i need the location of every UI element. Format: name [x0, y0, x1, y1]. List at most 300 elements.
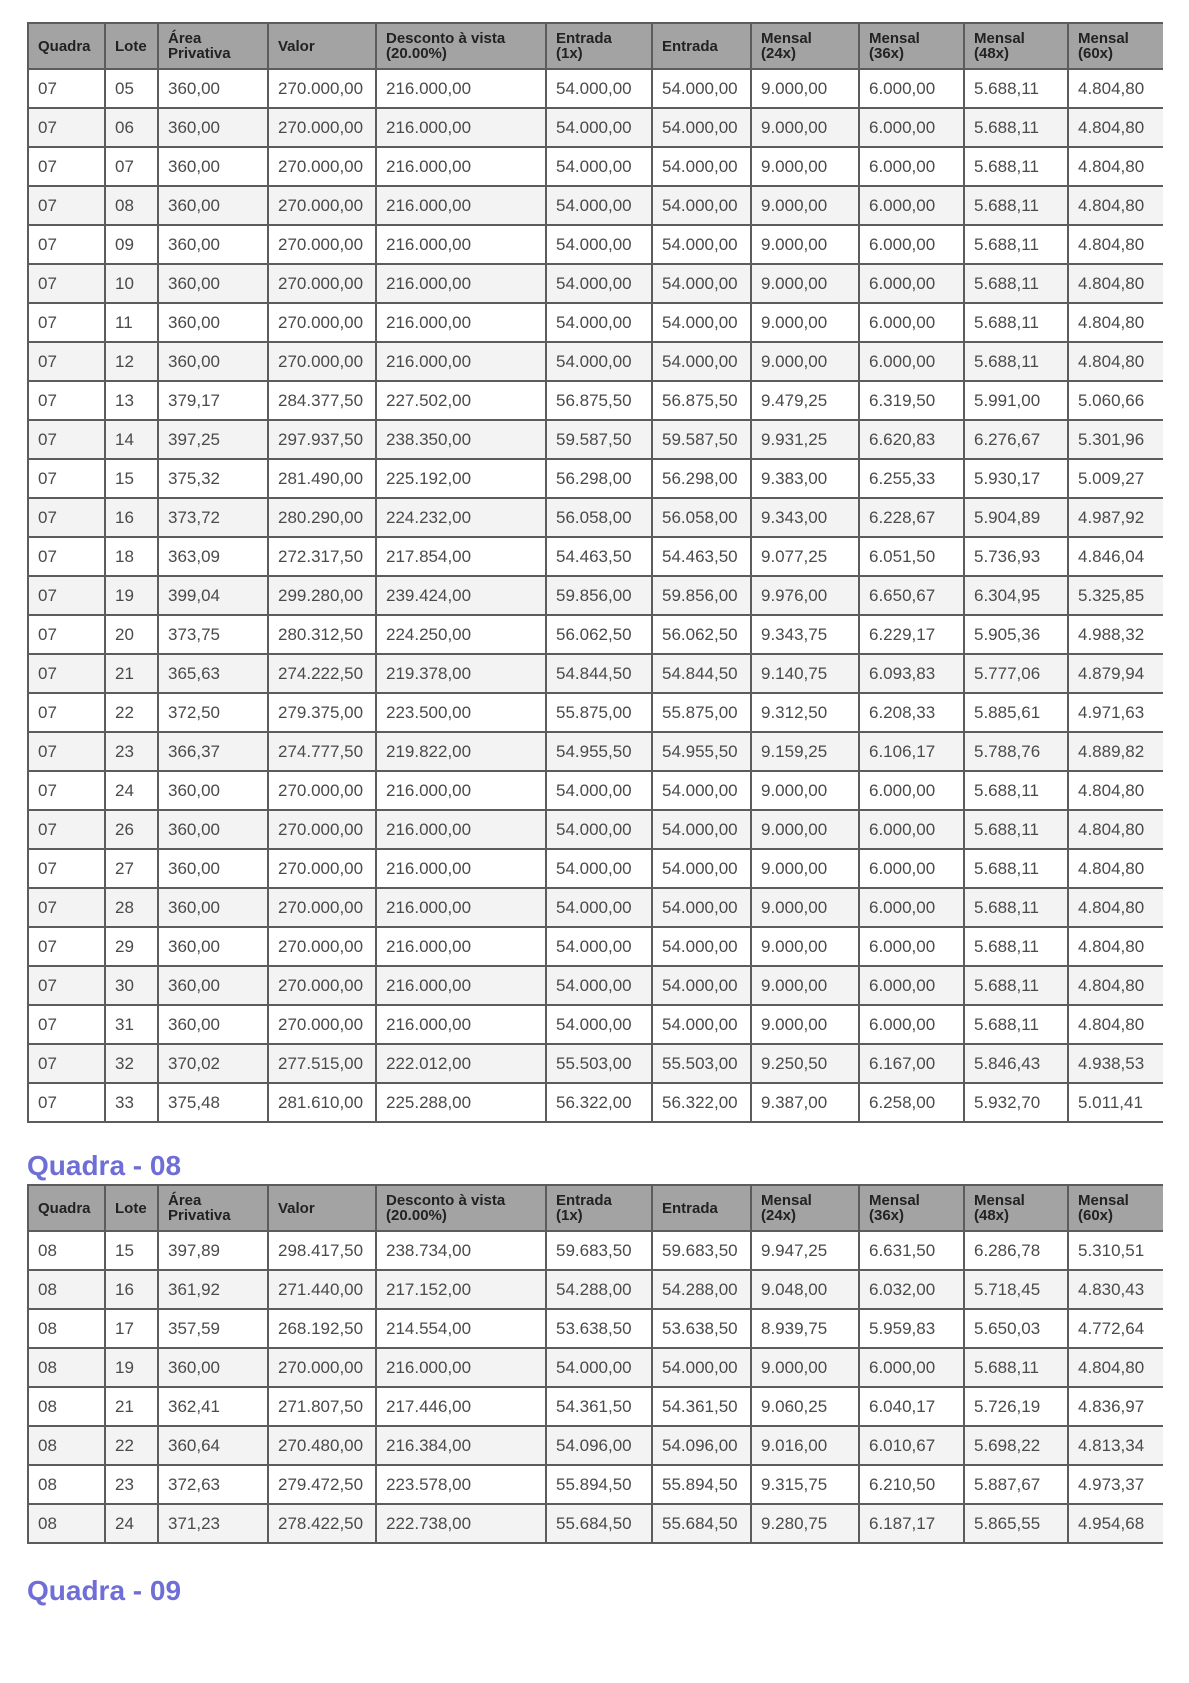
table-cell: 4.954,68 — [1068, 1504, 1163, 1543]
table-row — [28, 225, 1163, 264]
table-cell: 270.000,00 — [268, 810, 376, 849]
table-cell: 268.192,50 — [268, 1309, 376, 1348]
table-cell: 07 — [28, 810, 105, 849]
table-cell: 270.000,00 — [268, 966, 376, 1005]
table-cell: 55.894,50 — [546, 1465, 652, 1504]
table-cell: 9.000,00 — [751, 264, 859, 303]
table-cell: 4.804,80 — [1068, 771, 1163, 810]
table-cell: 08 — [28, 1231, 105, 1270]
table-cell: 22 — [105, 693, 158, 732]
table-cell: 271.807,50 — [268, 1387, 376, 1426]
table-cell: 360,00 — [158, 1348, 268, 1387]
table-cell: 9.000,00 — [751, 1348, 859, 1387]
table-cell: 238.734,00 — [376, 1231, 546, 1270]
table-cell: 214.554,00 — [376, 1309, 546, 1348]
table-cell: 54.000,00 — [652, 342, 751, 381]
table-cell: 30 — [105, 966, 158, 1005]
table-cell: 9.343,00 — [751, 498, 859, 537]
table-cell: 07 — [28, 303, 105, 342]
table-cell: 07 — [28, 147, 105, 186]
table-cell: 216.000,00 — [376, 264, 546, 303]
table-cell: 4.804,80 — [1068, 888, 1163, 927]
table-cell: 14 — [105, 420, 158, 459]
table-cell: 399,04 — [158, 576, 268, 615]
table-cell: 360,00 — [158, 147, 268, 186]
table-cell: 362,41 — [158, 1387, 268, 1426]
table-cell: 375,48 — [158, 1083, 268, 1122]
table-cell: 6.000,00 — [859, 1005, 964, 1044]
table-row — [28, 342, 1163, 381]
table-cell: 5.688,11 — [964, 69, 1068, 108]
table-cell: 270.000,00 — [268, 69, 376, 108]
table-cell: 59.683,50 — [652, 1231, 751, 1270]
table-cell: 07 — [28, 849, 105, 888]
table-cell: 55.684,50 — [652, 1504, 751, 1543]
table-row — [28, 693, 1163, 732]
table-cell: 6.106,17 — [859, 732, 964, 771]
table-cell: 07 — [28, 615, 105, 654]
table-cell: 217.446,00 — [376, 1387, 546, 1426]
table-cell: 23 — [105, 1465, 158, 1504]
table-cell: 59.856,00 — [546, 576, 652, 615]
table-cell: 54.288,00 — [652, 1270, 751, 1309]
table-cell: 224.250,00 — [376, 615, 546, 654]
table-row — [28, 420, 1163, 459]
table-cell: 54.000,00 — [652, 225, 751, 264]
table-cell: 6.228,67 — [859, 498, 964, 537]
table-cell: 07 — [28, 498, 105, 537]
table-cell: 59.683,50 — [546, 1231, 652, 1270]
table-row — [28, 1044, 1163, 1083]
table-row — [28, 888, 1163, 927]
table-cell: 9.077,25 — [751, 537, 859, 576]
table-cell: 16 — [105, 498, 158, 537]
table-cell: 5.865,55 — [964, 1504, 1068, 1543]
table-cell: 6.000,00 — [859, 966, 964, 1005]
table-cell: 216.000,00 — [376, 849, 546, 888]
table-cell: 54.000,00 — [546, 927, 652, 966]
section-title-quadra-09: Quadra - 09 — [27, 1575, 182, 1606]
table-cell: 55.875,00 — [652, 693, 751, 732]
table-row — [28, 1504, 1163, 1543]
table-cell: 21 — [105, 1387, 158, 1426]
table-cell: 5.930,17 — [964, 459, 1068, 498]
table-cell: 54.000,00 — [546, 771, 652, 810]
table-cell: 5.688,11 — [964, 927, 1068, 966]
table-cell: 59.587,50 — [546, 420, 652, 459]
table-cell: 07 — [28, 69, 105, 108]
table-row — [28, 1309, 1163, 1348]
table-cell: 32 — [105, 1044, 158, 1083]
table-cell: 54.000,00 — [546, 303, 652, 342]
table-cell: 15 — [105, 459, 158, 498]
table-cell: 274.222,50 — [268, 654, 376, 693]
table-row — [28, 264, 1163, 303]
table-cell: 360,00 — [158, 69, 268, 108]
table-cell: 5.885,61 — [964, 693, 1068, 732]
table-cell: 9.000,00 — [751, 225, 859, 264]
table-row — [28, 1083, 1163, 1122]
table-cell: 4.804,80 — [1068, 810, 1163, 849]
table-cell: 4.772,64 — [1068, 1309, 1163, 1348]
column-header: Valor — [268, 23, 376, 69]
table-cell: 216.000,00 — [376, 888, 546, 927]
column-header: Mensal (48x) — [964, 1185, 1068, 1231]
table-cell: 07 — [28, 264, 105, 303]
table-cell: 9.000,00 — [751, 147, 859, 186]
table-row — [28, 576, 1163, 615]
table-cell: 4.804,80 — [1068, 147, 1163, 186]
table-cell: 9.140,75 — [751, 654, 859, 693]
table-row — [28, 1387, 1163, 1426]
table-cell: 54.000,00 — [546, 342, 652, 381]
table-cell: 6.000,00 — [859, 147, 964, 186]
table-cell: 8.939,75 — [751, 1309, 859, 1348]
table-cell: 08 — [105, 186, 158, 225]
table-cell: 07 — [28, 342, 105, 381]
table-cell: 07 — [28, 108, 105, 147]
table-row — [28, 732, 1163, 771]
table-cell: 360,00 — [158, 771, 268, 810]
table-row — [28, 381, 1163, 420]
table-cell: 27 — [105, 849, 158, 888]
table-cell: 54.000,00 — [546, 108, 652, 147]
table-cell: 4.804,80 — [1068, 1348, 1163, 1387]
table-cell: 5.310,51 — [1068, 1231, 1163, 1270]
table-cell: 54.000,00 — [652, 810, 751, 849]
table-cell: 05 — [105, 69, 158, 108]
table-cell: 6.210,50 — [859, 1465, 964, 1504]
table-cell: 216.000,00 — [376, 966, 546, 1005]
table-row — [28, 186, 1163, 225]
table-cell: 6.286,78 — [964, 1231, 1068, 1270]
table-cell: 372,50 — [158, 693, 268, 732]
table-cell: 07 — [28, 420, 105, 459]
table-cell: 5.060,66 — [1068, 381, 1163, 420]
table-cell: 5.846,43 — [964, 1044, 1068, 1083]
table-cell: 54.000,00 — [546, 888, 652, 927]
table-cell: 216.000,00 — [376, 108, 546, 147]
table-cell: 55.875,00 — [546, 693, 652, 732]
table-cell: 5.650,03 — [964, 1309, 1068, 1348]
table-cell: 4.836,97 — [1068, 1387, 1163, 1426]
table-cell: 07 — [28, 654, 105, 693]
table-cell: 360,64 — [158, 1426, 268, 1465]
table-cell: 4.813,34 — [1068, 1426, 1163, 1465]
table-quadra-07 — [27, 22, 1163, 1123]
table-cell: 54.955,50 — [546, 732, 652, 771]
table-cell: 5.932,70 — [964, 1083, 1068, 1122]
table-cell: 270.000,00 — [268, 927, 376, 966]
column-header: Área Privativa — [158, 1185, 268, 1231]
table-cell: 5.959,83 — [859, 1309, 964, 1348]
table-cell: 223.500,00 — [376, 693, 546, 732]
table-cell: 56.298,00 — [652, 459, 751, 498]
table-cell: 280.290,00 — [268, 498, 376, 537]
table-cell: 9.000,00 — [751, 966, 859, 1005]
table-cell: 270.000,00 — [268, 303, 376, 342]
table-cell: 270.000,00 — [268, 225, 376, 264]
table-cell: 07 — [28, 966, 105, 1005]
table-cell: 219.378,00 — [376, 654, 546, 693]
table-cell: 9.000,00 — [751, 927, 859, 966]
column-header: Mensal (60x) — [1068, 1185, 1163, 1231]
table-cell: 4.987,92 — [1068, 498, 1163, 537]
table-cell: 54.000,00 — [652, 1005, 751, 1044]
table-cell: 9.000,00 — [751, 186, 859, 225]
table-cell: 219.822,00 — [376, 732, 546, 771]
table-cell: 297.937,50 — [268, 420, 376, 459]
table-cell: 53.638,50 — [652, 1309, 751, 1348]
table-cell: 5.887,67 — [964, 1465, 1068, 1504]
column-header: Lote — [105, 23, 158, 69]
table-cell: 56.322,00 — [546, 1083, 652, 1122]
table-cell: 9.016,00 — [751, 1426, 859, 1465]
table-cell: 272.317,50 — [268, 537, 376, 576]
table-cell: 26 — [105, 810, 158, 849]
table-cell: 5.688,11 — [964, 147, 1068, 186]
table-cell: 08 — [28, 1348, 105, 1387]
table-cell: 397,25 — [158, 420, 268, 459]
table-cell: 216.000,00 — [376, 771, 546, 810]
table-cell: 6.187,17 — [859, 1504, 964, 1543]
table-cell: 54.361,50 — [546, 1387, 652, 1426]
column-header: Mensal (24x) — [751, 23, 859, 69]
table-cell: 4.804,80 — [1068, 927, 1163, 966]
table-cell: 4.973,37 — [1068, 1465, 1163, 1504]
table-cell: 299.280,00 — [268, 576, 376, 615]
table-cell: 10 — [105, 264, 158, 303]
column-header: Mensal (48x) — [964, 23, 1068, 69]
table-cell: 6.000,00 — [859, 108, 964, 147]
table-cell: 5.688,11 — [964, 771, 1068, 810]
table-cell: 9.000,00 — [751, 108, 859, 147]
table-cell: 371,23 — [158, 1504, 268, 1543]
table-cell: 6.319,50 — [859, 381, 964, 420]
table-cell: 54.000,00 — [652, 108, 751, 147]
table-row — [28, 1465, 1163, 1504]
table-cell: 31 — [105, 1005, 158, 1044]
table-cell: 07 — [28, 225, 105, 264]
table-cell: 278.422,50 — [268, 1504, 376, 1543]
table-cell: 270.000,00 — [268, 186, 376, 225]
table-cell: 216.000,00 — [376, 69, 546, 108]
table-cell: 6.000,00 — [859, 303, 964, 342]
table-cell: 09 — [105, 225, 158, 264]
table-cell: 5.688,11 — [964, 264, 1068, 303]
table-cell: 6.040,17 — [859, 1387, 964, 1426]
table-cell: 54.000,00 — [652, 1348, 751, 1387]
table-cell: 56.298,00 — [546, 459, 652, 498]
table-cell: 54.463,50 — [652, 537, 751, 576]
table-cell: 22 — [105, 1426, 158, 1465]
table-cell: 224.232,00 — [376, 498, 546, 537]
column-header: Mensal (24x) — [751, 1185, 859, 1231]
table-cell: 9.000,00 — [751, 849, 859, 888]
table-cell: 6.255,33 — [859, 459, 964, 498]
table-cell: 281.490,00 — [268, 459, 376, 498]
table-cell: 6.000,00 — [859, 69, 964, 108]
table-cell: 4.988,32 — [1068, 615, 1163, 654]
table-cell: 6.620,83 — [859, 420, 964, 459]
table-cell: 4.804,80 — [1068, 264, 1163, 303]
table-cell: 222.012,00 — [376, 1044, 546, 1083]
table-row — [28, 1005, 1163, 1044]
section-title-quadra-08: Quadra - 08 — [27, 1150, 182, 1181]
table-cell: 216.000,00 — [376, 1005, 546, 1044]
table-cell: 54.844,50 — [652, 654, 751, 693]
table-cell: 9.931,25 — [751, 420, 859, 459]
table-cell: 54.288,00 — [546, 1270, 652, 1309]
table-cell: 9.000,00 — [751, 888, 859, 927]
column-header: Mensal (60x) — [1068, 23, 1163, 69]
table-cell: 54.000,00 — [546, 264, 652, 303]
table-cell: 360,00 — [158, 108, 268, 147]
table-cell: 216.000,00 — [376, 342, 546, 381]
table-cell: 13 — [105, 381, 158, 420]
table-cell: 357,59 — [158, 1309, 268, 1348]
table-cell: 239.424,00 — [376, 576, 546, 615]
table-cell: 5.688,11 — [964, 810, 1068, 849]
table-cell: 397,89 — [158, 1231, 268, 1270]
table-cell: 07 — [105, 147, 158, 186]
table-cell: 28 — [105, 888, 158, 927]
table-cell: 9.000,00 — [751, 1005, 859, 1044]
table-cell: 6.276,67 — [964, 420, 1068, 459]
table-cell: 6.208,33 — [859, 693, 964, 732]
table-cell: 54.000,00 — [652, 927, 751, 966]
column-header: Entrada — [652, 23, 751, 69]
table-cell: 298.417,50 — [268, 1231, 376, 1270]
table-cell: 56.058,00 — [546, 498, 652, 537]
table-cell: 55.503,00 — [652, 1044, 751, 1083]
table-cell: 08 — [28, 1465, 105, 1504]
table-cell: 06 — [105, 108, 158, 147]
table-cell: 6.000,00 — [859, 1348, 964, 1387]
table-cell: 270.000,00 — [268, 1348, 376, 1387]
table-cell: 07 — [28, 459, 105, 498]
table-cell: 5.904,89 — [964, 498, 1068, 537]
column-header: Quadra — [28, 1185, 105, 1231]
table-cell: 9.000,00 — [751, 69, 859, 108]
table-cell: 54.000,00 — [652, 69, 751, 108]
table-cell: 54.955,50 — [652, 732, 751, 771]
table-cell: 370,02 — [158, 1044, 268, 1083]
table-cell: 360,00 — [158, 342, 268, 381]
table-cell: 360,00 — [158, 849, 268, 888]
table-cell: 21 — [105, 654, 158, 693]
table-cell: 07 — [28, 693, 105, 732]
table-cell: 16 — [105, 1270, 158, 1309]
table-cell: 6.051,50 — [859, 537, 964, 576]
table-cell: 271.440,00 — [268, 1270, 376, 1309]
table-cell: 5.325,85 — [1068, 576, 1163, 615]
table-cell: 19 — [105, 576, 158, 615]
table-cell: 363,09 — [158, 537, 268, 576]
table-cell: 08 — [28, 1426, 105, 1465]
table-cell: 6.000,00 — [859, 927, 964, 966]
table-cell: 11 — [105, 303, 158, 342]
document-page — [27, 22, 1162, 1606]
table-cell: 17 — [105, 1309, 158, 1348]
table-cell: 4.889,82 — [1068, 732, 1163, 771]
table-cell: 375,32 — [158, 459, 268, 498]
table-cell: 6.000,00 — [859, 186, 964, 225]
table-cell: 216.384,00 — [376, 1426, 546, 1465]
table-cell: 274.777,50 — [268, 732, 376, 771]
table-cell: 24 — [105, 1504, 158, 1543]
table-cell: 216.000,00 — [376, 1348, 546, 1387]
table-cell: 5.688,11 — [964, 966, 1068, 1005]
table-row — [28, 1231, 1163, 1270]
table-row — [28, 966, 1163, 1005]
table-cell: 6.000,00 — [859, 264, 964, 303]
table-cell: 5.698,22 — [964, 1426, 1068, 1465]
table-cell: 379,17 — [158, 381, 268, 420]
table-row — [28, 927, 1163, 966]
table-cell: 4.804,80 — [1068, 1005, 1163, 1044]
table-cell: 07 — [28, 381, 105, 420]
table-cell: 5.736,93 — [964, 537, 1068, 576]
table-cell: 54.000,00 — [652, 888, 751, 927]
table-cell: 360,00 — [158, 927, 268, 966]
table-cell: 216.000,00 — [376, 225, 546, 264]
table-cell: 5.688,11 — [964, 849, 1068, 888]
table-cell: 222.738,00 — [376, 1504, 546, 1543]
table-cell: 4.804,80 — [1068, 849, 1163, 888]
table-row — [28, 810, 1163, 849]
table-cell: 4.804,80 — [1068, 108, 1163, 147]
table-cell: 07 — [28, 888, 105, 927]
table-cell: 9.387,00 — [751, 1083, 859, 1122]
table-cell: 54.096,00 — [546, 1426, 652, 1465]
table-cell: 56.062,50 — [546, 615, 652, 654]
column-header: Entrada (1x) — [546, 23, 652, 69]
table-cell: 53.638,50 — [546, 1309, 652, 1348]
table-cell: 07 — [28, 576, 105, 615]
table-cell: 6.010,67 — [859, 1426, 964, 1465]
table-cell: 54.844,50 — [546, 654, 652, 693]
table-cell: 9.000,00 — [751, 342, 859, 381]
column-header: Entrada (1x) — [546, 1185, 652, 1231]
table-cell: 5.726,19 — [964, 1387, 1068, 1426]
table-cell: 5.011,41 — [1068, 1083, 1163, 1122]
table-cell: 6.631,50 — [859, 1231, 964, 1270]
column-header: Mensal (36x) — [859, 23, 964, 69]
table-cell: 9.280,75 — [751, 1504, 859, 1543]
table-cell: 6.650,67 — [859, 576, 964, 615]
table-cell: 5.905,36 — [964, 615, 1068, 654]
table-row — [28, 108, 1163, 147]
table-cell: 56.058,00 — [652, 498, 751, 537]
table-cell: 08 — [28, 1309, 105, 1348]
table-cell: 279.472,50 — [268, 1465, 376, 1504]
table-cell: 20 — [105, 615, 158, 654]
table-cell: 216.000,00 — [376, 147, 546, 186]
table-cell: 55.894,50 — [652, 1465, 751, 1504]
table-cell: 4.804,80 — [1068, 225, 1163, 264]
table-cell: 08 — [28, 1387, 105, 1426]
table-cell: 54.000,00 — [546, 1348, 652, 1387]
table-cell: 360,00 — [158, 1005, 268, 1044]
table-cell: 238.350,00 — [376, 420, 546, 459]
table-cell: 5.688,11 — [964, 1348, 1068, 1387]
table-cell: 6.000,00 — [859, 225, 964, 264]
table-cell: 54.096,00 — [652, 1426, 751, 1465]
table-row — [28, 1348, 1163, 1387]
column-header: Desconto à vista (20.00%) — [376, 23, 546, 69]
table-cell: 9.000,00 — [751, 810, 859, 849]
